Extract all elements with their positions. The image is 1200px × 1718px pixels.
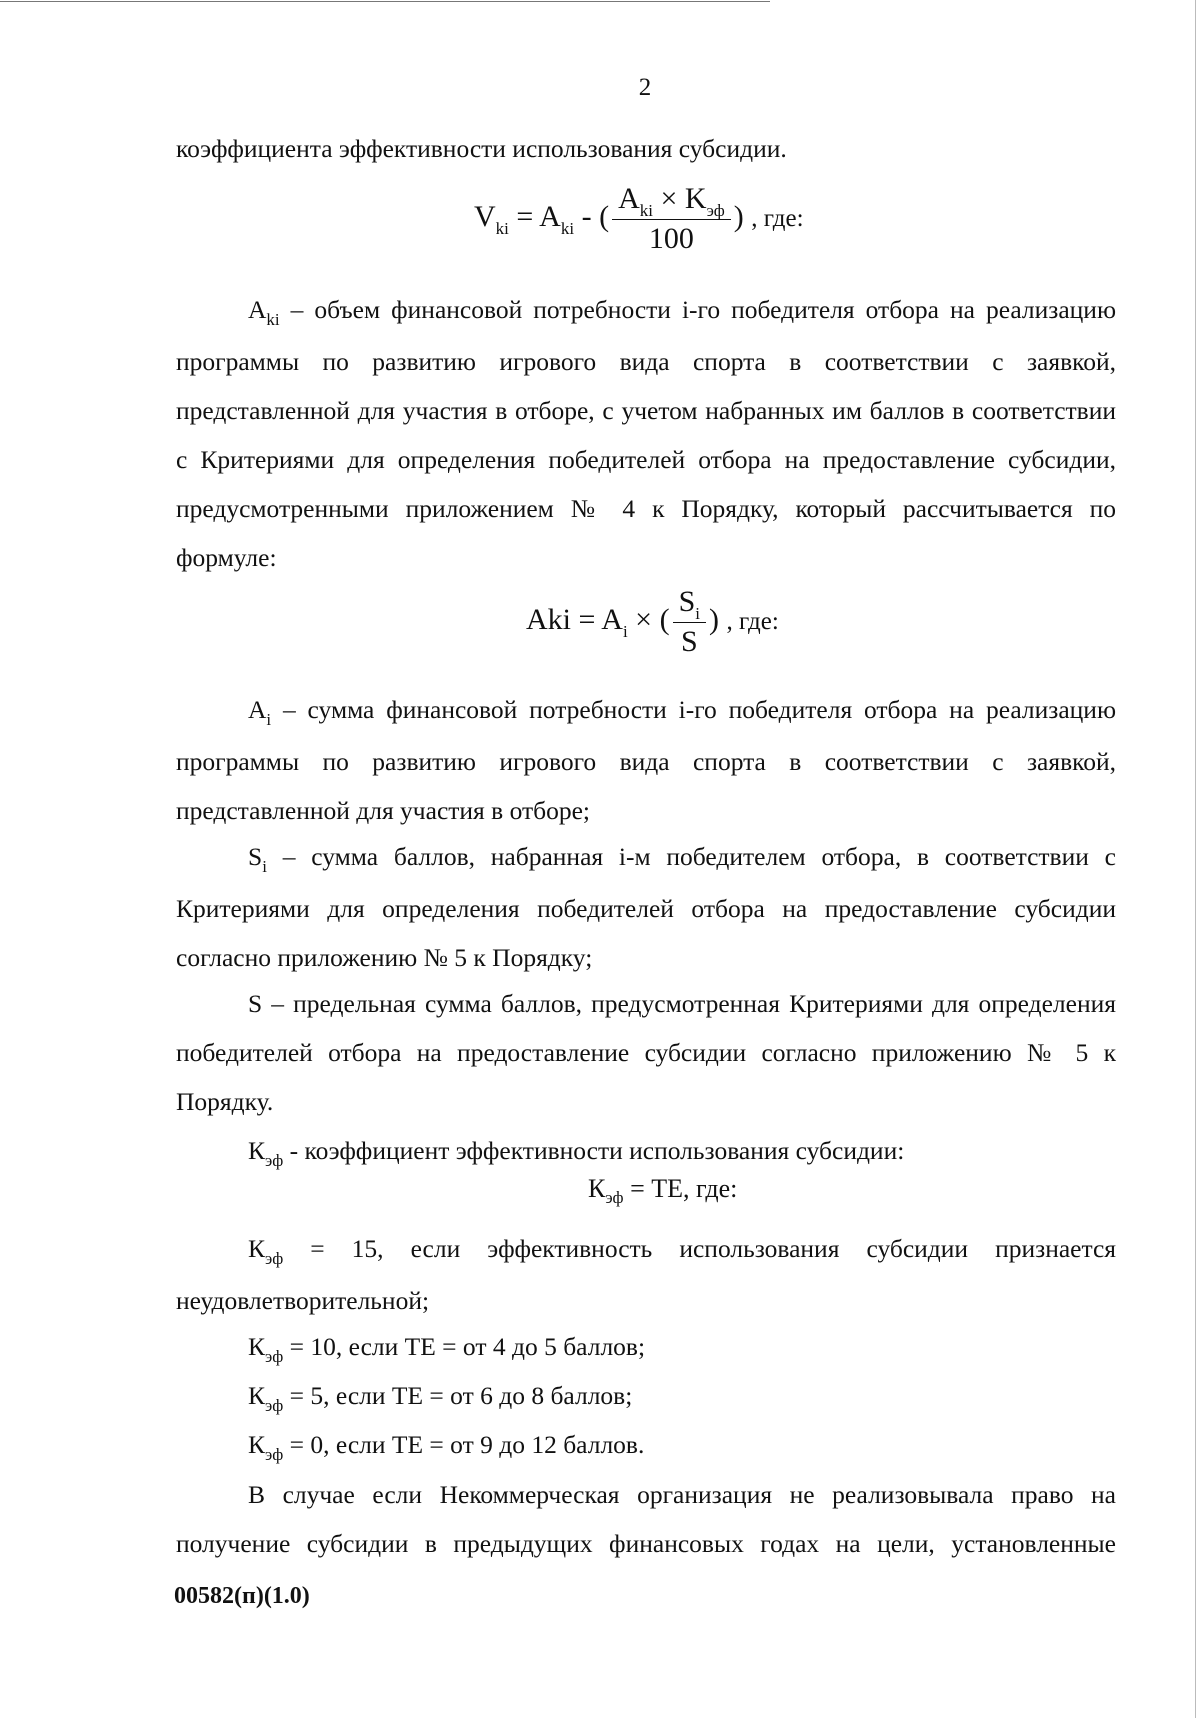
paragraph-text: коэффициента эффективности использования субсидии. — [176, 134, 787, 163]
formula-fraction: $\frac{A_{ki} \times K_{эф}}{100}$ — [612, 182, 731, 256]
right-scan-edge — [1195, 0, 1196, 1718]
paragraph-ai-definition: $A_i$ – сумма финансовой потребности i-го победителя отбора на реализацию программы по развитию игрового вида спорта в соответствии с заявкой, представленной для участия в отборе; — [176, 695, 1116, 825]
top-border-line — [0, 1, 770, 2]
formula-lhs: V — [474, 199, 496, 233]
formula-fraction: $\frac{S_i}{S}$ — [673, 585, 706, 659]
paragraph-aki-definition: $A_{ki}$ – объем финансовой потребности i-го победителя отбора на реализацию программы по развитию игрового вида спорта в соответствии с заявкой, представленной для участия в отборе, с учетом набранных им баллов в соответствии с Критериями для определения победителей отбора на предоставление субсидии, предусмотренными приложением № 4 к Порядку, который рассчитывается по формуле: — [176, 295, 1116, 572]
page-number: 2 — [638, 74, 652, 101]
paragraph-intro — [176, 124, 1116, 173]
paragraph-keff-definition: $К_{эф}$ - коэффициент эффективности использования субсидии: — [248, 1136, 905, 1170]
footer-document-code: 00582(п)(1.0) — [174, 1583, 310, 1609]
formula-aki: Aki = $A_i$ × ( $\frac{S_i}{S}$ ) , где: — [526, 585, 779, 658]
paragraph-keff-0: $К_{эф} = 0$, если ТЕ = от 9 до 12 баллов. — [248, 1430, 645, 1464]
paragraph-keff-5: $К_{эф} = 5$, если ТЕ = от 6 до 8 баллов; — [248, 1381, 633, 1415]
paragraph-s-definition: S – предельная сумма баллов, предусмотренная Критериями для определения победителей отбора на предоставление субсидии согласно приложению № 5 к Порядку. — [176, 989, 1116, 1116]
formula-vki: $V_{ki} = A_{ki}$ - ( $\frac{A_{ki} \times K_{эф}}{100}$ ) , где: — [474, 182, 804, 255]
paragraph-si-definition: $S_i$ – сумма баллов, набранная i-м победителем отбора, в соответствии с Критериями для определения победителей отбора на предоставление субсидии согласно приложению № 5 к Порядку; — [176, 842, 1116, 972]
paragraph-keff-10: $К_{эф} = 10$, если ТЕ = от 4 до 5 баллов; — [248, 1332, 646, 1366]
formula-keff: $К_{эф}$ = ТЕ, где: — [588, 1174, 738, 1207]
paragraph-keff-15: $К_{эф} = 15$, если эффективность использования субсидии признается неудовлетворительной; — [176, 1234, 1116, 1315]
paragraph-nko-case: В случае если Некоммерческая организация не реализовывала право на получение субсидии в предыдущих финансовых годах на цели, установленные — [176, 1480, 1116, 1558]
